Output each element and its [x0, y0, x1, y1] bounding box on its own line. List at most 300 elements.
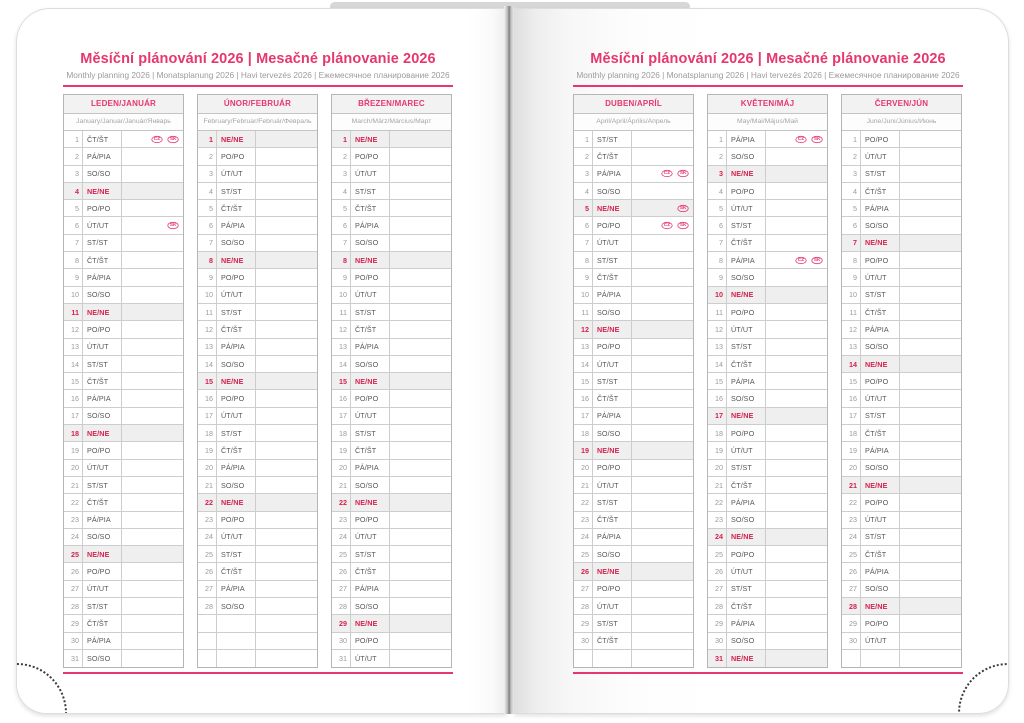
day-note-cell	[256, 512, 317, 528]
day-abbrev: ČT/ŠT	[593, 148, 632, 164]
day-note-cell	[390, 408, 451, 424]
day-row	[332, 546, 451, 563]
day-row	[198, 356, 317, 373]
day-number: 5	[332, 200, 351, 216]
day-row	[708, 546, 827, 563]
day-note-cell	[390, 598, 451, 614]
day-row	[574, 252, 693, 269]
day-abbrev: ČT/ŠT	[593, 269, 632, 285]
day-abbrev: ČT/ŠT	[727, 356, 766, 372]
day-row	[708, 252, 827, 269]
day-row	[574, 512, 693, 529]
day-row	[574, 217, 693, 234]
page-title: Měsíční plánování 2026 | Mesačné plánovanie 2026	[80, 51, 436, 67]
month-subtitle: February/Februar/Február/Февраль	[198, 114, 317, 131]
day-note-cell	[900, 287, 961, 303]
day-row	[708, 633, 827, 650]
day-number: 20	[842, 460, 861, 476]
day-note-cell	[632, 529, 693, 545]
day-row	[64, 425, 183, 442]
day-row	[574, 529, 693, 546]
day-number: 5	[574, 200, 593, 216]
day-note-cell	[256, 390, 317, 406]
day-note-cell	[632, 373, 693, 389]
day-row	[574, 581, 693, 598]
day-note-cell	[632, 494, 693, 510]
day-number: 8	[708, 252, 727, 268]
day-note-cell	[766, 166, 827, 182]
day-number: 20	[198, 460, 217, 476]
day-note-cell	[766, 650, 827, 667]
month-rows	[64, 131, 183, 667]
footer-rule	[573, 672, 963, 674]
day-number: 1	[332, 131, 351, 147]
day-number: 27	[708, 581, 727, 597]
day-abbrev: PO/PO	[351, 633, 390, 649]
day-number: 9	[574, 269, 593, 285]
day-abbrev: PO/PO	[861, 373, 900, 389]
day-row	[574, 425, 693, 442]
month-rows	[842, 131, 961, 667]
day-abbrev	[861, 650, 900, 667]
day-row	[198, 442, 317, 459]
day-note-cell	[256, 615, 317, 631]
day-number: 12	[332, 321, 351, 337]
day-number: 3	[708, 166, 727, 182]
day-note-cell	[390, 425, 451, 441]
day-abbrev: ST/ST	[351, 546, 390, 562]
day-note-cell	[900, 546, 961, 562]
day-number: 14	[64, 356, 83, 372]
day-number: 10	[198, 287, 217, 303]
day-note-cell	[122, 287, 183, 303]
day-row	[574, 408, 693, 425]
day-note-cell	[900, 200, 961, 216]
day-abbrev: PO/PO	[727, 546, 766, 562]
day-number: 16	[574, 390, 593, 406]
day-row	[708, 131, 827, 148]
day-row	[708, 442, 827, 459]
day-note-cell	[390, 287, 451, 303]
day-note-cell	[122, 200, 183, 216]
day-number: 20	[332, 460, 351, 476]
day-row	[708, 217, 827, 234]
day-abbrev: ÚT/UT	[217, 408, 256, 424]
day-note-cell	[390, 477, 451, 493]
day-note-cell	[122, 148, 183, 164]
day-abbrev: ST/ST	[351, 425, 390, 441]
day-note-cell	[632, 183, 693, 199]
day-abbrev: NE/NE	[861, 235, 900, 251]
day-number: 9	[332, 269, 351, 285]
day-note-cell	[390, 148, 451, 164]
day-number: 21	[574, 477, 593, 493]
day-note-cell	[632, 563, 693, 579]
day-row	[198, 252, 317, 269]
day-abbrev: SO/SO	[217, 477, 256, 493]
day-number: 18	[198, 425, 217, 441]
day-row	[842, 252, 961, 269]
day-note-cell	[390, 183, 451, 199]
day-abbrev: ST/ST	[593, 494, 632, 510]
day-abbrev: SO/SO	[861, 339, 900, 355]
day-row	[332, 425, 451, 442]
day-abbrev: SO/SO	[217, 235, 256, 251]
day-abbrev: ÚT/UT	[727, 563, 766, 579]
day-row	[574, 183, 693, 200]
day-abbrev: PÁ/PIA	[83, 390, 122, 406]
day-abbrev: ÚT/UT	[83, 217, 122, 233]
day-note-cell	[632, 235, 693, 251]
day-note-cell	[390, 633, 451, 649]
day-row	[708, 321, 827, 338]
day-number: 1	[708, 131, 727, 147]
day-note-cell	[122, 304, 183, 320]
day-abbrev: SO/SO	[593, 425, 632, 441]
day-number: 5	[198, 200, 217, 216]
day-number: 13	[64, 339, 83, 355]
day-number: 4	[198, 183, 217, 199]
day-number: 13	[574, 339, 593, 355]
day-abbrev	[217, 615, 256, 631]
day-number: 7	[64, 235, 83, 251]
day-abbrev: PO/PO	[727, 425, 766, 441]
day-number: 18	[842, 425, 861, 441]
day-number: 21	[198, 477, 217, 493]
day-abbrev: ÚT/UT	[351, 650, 390, 667]
day-note-cell	[900, 408, 961, 424]
day-number: 26	[332, 563, 351, 579]
day-number: 4	[574, 183, 593, 199]
day-abbrev: SO/SO	[83, 408, 122, 424]
day-number: 21	[332, 477, 351, 493]
day-row	[574, 390, 693, 407]
day-number: 29	[708, 615, 727, 631]
day-row	[198, 460, 317, 477]
day-row	[64, 512, 183, 529]
day-abbrev: SO/SO	[83, 166, 122, 182]
day-abbrev: ST/ST	[217, 304, 256, 320]
day-abbrev: ÚT/UT	[727, 442, 766, 458]
right-page-content	[573, 51, 963, 674]
day-row	[198, 131, 317, 148]
day-row	[198, 477, 317, 494]
day-note-cell	[632, 304, 693, 320]
day-number	[198, 650, 217, 667]
day-number: 3	[574, 166, 593, 182]
day-row	[332, 373, 451, 390]
day-note-cell	[122, 615, 183, 631]
day-abbrev: ÚT/UT	[83, 460, 122, 476]
day-number: 28	[574, 598, 593, 614]
month-name: BŘEZEN/MAREC	[332, 95, 451, 114]
day-abbrev: ST/ST	[593, 252, 632, 268]
day-row	[198, 287, 317, 304]
day-note-cell	[900, 183, 961, 199]
day-note-cell	[632, 356, 693, 372]
day-row	[64, 183, 183, 200]
day-abbrev: PÁ/PIA	[351, 339, 390, 355]
day-number: 24	[64, 529, 83, 545]
day-row	[332, 563, 451, 580]
day-row	[842, 460, 961, 477]
day-row	[708, 460, 827, 477]
holiday-badge-sk-icon: SK	[811, 136, 822, 143]
day-abbrev: PO/PO	[727, 304, 766, 320]
day-abbrev: PÁ/PIA	[727, 131, 766, 147]
day-row	[198, 217, 317, 234]
day-note-cell	[766, 183, 827, 199]
day-row	[332, 339, 451, 356]
day-row	[842, 650, 961, 667]
day-number: 7	[842, 235, 861, 251]
day-row	[198, 166, 317, 183]
day-note-cell	[766, 529, 827, 545]
day-number: 7	[574, 235, 593, 251]
day-note-cell	[900, 166, 961, 182]
day-number: 3	[842, 166, 861, 182]
day-abbrev: NE/NE	[351, 494, 390, 510]
day-note-cell	[900, 373, 961, 389]
day-number: 6	[842, 217, 861, 233]
day-number: 18	[332, 425, 351, 441]
day-note-cell	[766, 581, 827, 597]
day-note-cell	[632, 460, 693, 476]
month-table	[197, 94, 318, 668]
day-abbrev: ST/ST	[217, 546, 256, 562]
day-abbrev: PÁ/PIA	[217, 217, 256, 233]
month-subtitle: June/Juni/Június/Июнь	[842, 114, 961, 131]
day-abbrev: ČT/ŠT	[351, 321, 390, 337]
day-note-cell	[900, 598, 961, 614]
footer-rule	[63, 672, 453, 674]
day-abbrev: PÁ/PIA	[217, 339, 256, 355]
day-number: 25	[332, 546, 351, 562]
day-row	[198, 304, 317, 321]
day-abbrev: PO/PO	[351, 512, 390, 528]
day-abbrev: PO/PO	[217, 390, 256, 406]
day-note-cell	[632, 339, 693, 355]
day-note-cell	[766, 200, 827, 216]
right-page	[514, 8, 1009, 714]
month-name: ČERVEN/JÚN	[842, 95, 961, 114]
month-subtitle: April/April/Április/Апрель	[574, 114, 693, 131]
day-abbrev: ČT/ŠT	[83, 131, 122, 147]
day-note-cell	[122, 131, 183, 147]
day-note-cell	[256, 269, 317, 285]
day-number: 29	[332, 615, 351, 631]
day-number: 14	[842, 356, 861, 372]
day-abbrev: NE/NE	[727, 166, 766, 182]
day-row	[842, 269, 961, 286]
holiday-badge-sk-icon: SK	[811, 257, 822, 264]
day-number: 20	[708, 460, 727, 476]
day-note-cell	[390, 581, 451, 597]
day-abbrev: ČT/ŠT	[217, 200, 256, 216]
day-row	[842, 304, 961, 321]
day-note-cell	[900, 529, 961, 545]
day-number: 19	[574, 442, 593, 458]
day-number: 14	[198, 356, 217, 372]
day-row	[332, 287, 451, 304]
day-abbrev: PO/PO	[593, 460, 632, 476]
day-abbrev: ST/ST	[593, 615, 632, 631]
day-abbrev: SO/SO	[593, 304, 632, 320]
day-row	[574, 235, 693, 252]
day-number: 22	[64, 494, 83, 510]
day-note-cell	[256, 287, 317, 303]
day-number: 8	[198, 252, 217, 268]
day-row	[64, 217, 183, 234]
day-abbrev: PÁ/PIA	[83, 269, 122, 285]
page-subtitle: Monthly planning 2026 | Monatsplanung 2026 | Havi tervezés 2026 | Ежемесячное планирование 2026	[576, 70, 960, 80]
day-abbrev: ČT/ŠT	[83, 494, 122, 510]
day-note-cell	[390, 131, 451, 147]
day-number: 27	[198, 581, 217, 597]
day-row	[64, 287, 183, 304]
day-number: 27	[64, 581, 83, 597]
holiday-badge-sk-icon: SK	[167, 136, 178, 143]
day-number: 8	[64, 252, 83, 268]
day-number: 9	[842, 269, 861, 285]
day-abbrev: ÚT/UT	[727, 321, 766, 337]
day-abbrev: NE/NE	[861, 356, 900, 372]
day-number: 24	[198, 529, 217, 545]
day-abbrev: NE/NE	[351, 131, 390, 147]
day-row	[574, 546, 693, 563]
day-row	[842, 633, 961, 650]
day-number: 31	[708, 650, 727, 667]
day-number: 17	[708, 408, 727, 424]
day-note-cell	[766, 477, 827, 493]
day-row	[64, 166, 183, 183]
day-row	[574, 373, 693, 390]
day-note-cell	[390, 252, 451, 268]
day-row	[64, 615, 183, 632]
day-note-cell	[122, 408, 183, 424]
day-row	[708, 598, 827, 615]
day-abbrev: PÁ/PIA	[351, 217, 390, 233]
day-abbrev: NE/NE	[593, 563, 632, 579]
day-note-cell	[390, 494, 451, 510]
day-note-cell	[632, 166, 693, 182]
day-abbrev: ČT/ŠT	[593, 512, 632, 528]
day-note-cell	[766, 598, 827, 614]
day-note-cell	[766, 408, 827, 424]
day-note-cell	[632, 425, 693, 441]
day-number: 26	[64, 563, 83, 579]
day-number: 8	[842, 252, 861, 268]
day-row	[198, 339, 317, 356]
month-subtitle: January/Januar/Január/Январь	[64, 114, 183, 131]
day-note-cell	[632, 598, 693, 614]
day-row	[332, 408, 451, 425]
day-row	[332, 131, 451, 148]
day-number: 4	[842, 183, 861, 199]
day-abbrev: NE/NE	[83, 304, 122, 320]
day-number: 10	[332, 287, 351, 303]
day-abbrev: ČT/ŠT	[83, 615, 122, 631]
day-row	[64, 356, 183, 373]
day-row	[708, 477, 827, 494]
day-row	[332, 512, 451, 529]
day-abbrev: SO/SO	[351, 598, 390, 614]
day-number: 30	[708, 633, 727, 649]
day-note-cell	[900, 512, 961, 528]
day-row	[842, 148, 961, 165]
day-row	[842, 321, 961, 338]
day-abbrev: PÁ/PIA	[593, 166, 632, 182]
day-number: 27	[332, 581, 351, 597]
day-abbrev: PÁ/PIA	[861, 563, 900, 579]
day-number: 10	[574, 287, 593, 303]
day-row	[842, 356, 961, 373]
day-number: 10	[708, 287, 727, 303]
day-note-cell	[900, 131, 961, 147]
day-row	[64, 269, 183, 286]
day-note-cell	[390, 563, 451, 579]
month-name: DUBEN/APRÍL	[574, 95, 693, 114]
day-note-cell	[256, 442, 317, 458]
day-row	[64, 390, 183, 407]
day-abbrev: SO/SO	[861, 217, 900, 233]
day-note-cell	[900, 563, 961, 579]
day-row	[198, 512, 317, 529]
day-note-cell	[122, 546, 183, 562]
day-number: 2	[708, 148, 727, 164]
day-note-cell	[122, 563, 183, 579]
day-number: 25	[198, 546, 217, 562]
day-row	[708, 356, 827, 373]
day-row	[708, 494, 827, 511]
day-row	[574, 339, 693, 356]
day-number: 23	[708, 512, 727, 528]
day-number: 4	[64, 183, 83, 199]
day-number: 28	[708, 598, 727, 614]
day-note-cell	[256, 581, 317, 597]
day-note-cell	[632, 131, 693, 147]
day-row	[574, 494, 693, 511]
day-number: 12	[708, 321, 727, 337]
day-number: 18	[64, 425, 83, 441]
day-note-cell	[122, 166, 183, 182]
day-abbrev: ÚT/UT	[217, 529, 256, 545]
day-number: 2	[64, 148, 83, 164]
day-row	[64, 321, 183, 338]
day-number: 12	[198, 321, 217, 337]
day-row	[842, 373, 961, 390]
day-abbrev: SO/SO	[217, 598, 256, 614]
day-row	[574, 131, 693, 148]
day-row	[332, 581, 451, 598]
day-abbrev: ST/ST	[727, 460, 766, 476]
day-number: 22	[198, 494, 217, 510]
day-number	[574, 650, 593, 667]
day-note-cell	[122, 390, 183, 406]
day-abbrev: ÚT/UT	[217, 166, 256, 182]
day-row	[842, 339, 961, 356]
day-number: 14	[574, 356, 593, 372]
day-abbrev: ST/ST	[727, 339, 766, 355]
day-note-cell	[256, 546, 317, 562]
day-abbrev: ÚT/UT	[351, 529, 390, 545]
day-abbrev: PO/PO	[83, 563, 122, 579]
day-number: 31	[64, 650, 83, 667]
day-abbrev: NE/NE	[593, 321, 632, 337]
day-note-cell	[632, 287, 693, 303]
day-abbrev	[217, 650, 256, 667]
day-abbrev: SO/SO	[351, 356, 390, 372]
